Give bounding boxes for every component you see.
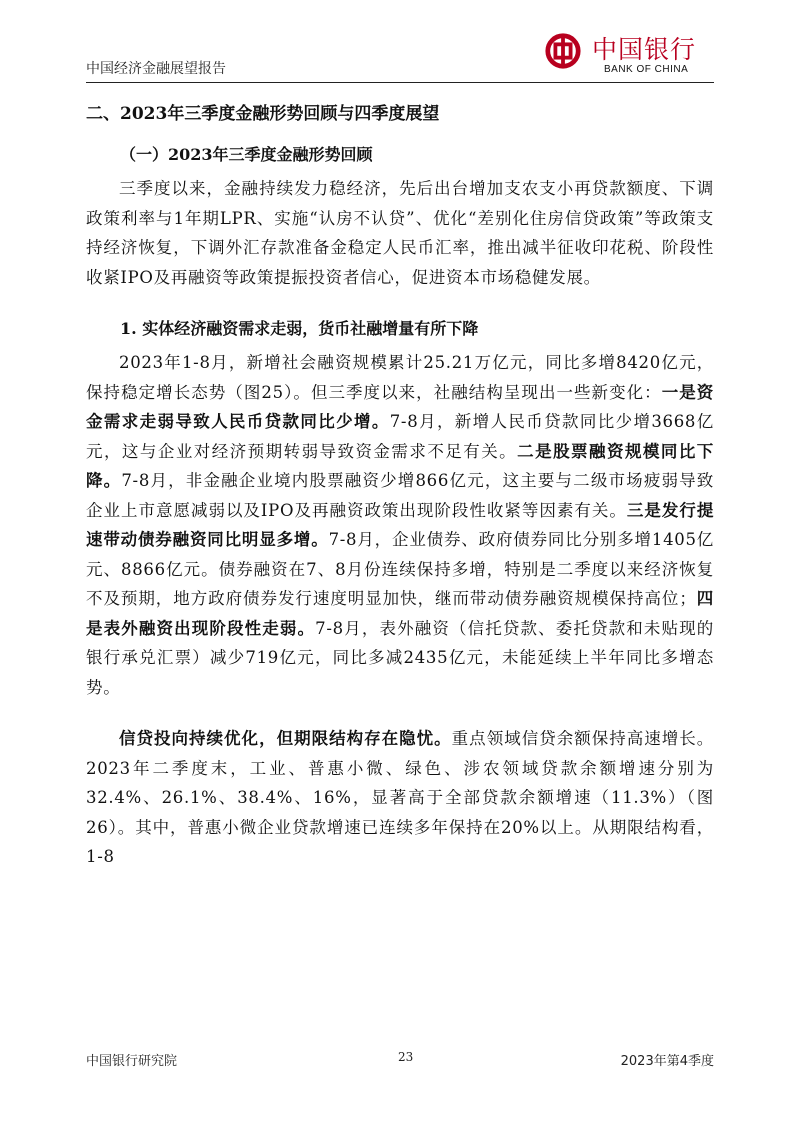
footer-institute: 中国银行研究院: [86, 1054, 178, 1069]
page-header: [86, 28, 714, 83]
point-1-bold-1: 一是资金需求走弱导致人民币贷款同比少增。: [86, 382, 714, 431]
point-1-text-4: 7-8月，表外融资（信托贷款、委托贷款和未贴现的银行承兑汇票）减少719亿元，同比多减2435亿元，未能延续上半年同比多增态势。: [86, 618, 714, 697]
point-1-text-1: 7-8月，新增人民币贷款同比少增3668亿元，这与企业对经济预期转弱导致资金需求不足有关。: [86, 412, 714, 461]
logo-chinese-text: 中国银行: [592, 35, 697, 64]
point-1-paragraph: [86, 348, 714, 702]
logo-english-text: BANK OF CHINA: [604, 64, 689, 75]
page-number: 23: [398, 1050, 414, 1064]
point-1-bold-2: 二是股票融资规模同比下降。: [86, 441, 714, 490]
bank-logo: [544, 30, 714, 78]
point-1-bold-4: 四是表外融资出现阶段性走弱。: [86, 589, 714, 638]
point-1-text-3: 7-8月，企业债券、政府债券同比分别多增1405亿元、8866亿元。债券融资在7、8月份连续保持多增，特别是二季度以来经济恢复不及预期，地方政府债券发行速度明显加快，继而带动债券融资规模保持高位；: [86, 530, 714, 608]
bank-of-china-logo-icon: [544, 32, 582, 70]
point-1-intro: 2023年1-8月，新增社会融资规模累计25.21万亿元，同比多增8420亿元，保持稳定增长态势（图25）。但三季度以来，社融结构呈现出一些新变化：: [86, 353, 714, 402]
document-body: [86, 98, 714, 872]
intro-paragraph: 三季度以来，金融持续发力稳经济，先后出台增加支农支小再贷款额度、下调政策利率与1年期LPR、实施“认房不认贷”、优化“差别化住房信贷政策”等政策支持经济恢复，下调外汇存款准备金稳定人民币汇率，推出减半征收印花税、阶段性收紧IPO及再融资等政策提振投资者信心，促进资本市场稳健发展。: [86, 179, 714, 287]
report-title: 中国经济金融展望报告: [86, 61, 226, 77]
subsection-title: （一）2023年三季度金融形势回顾: [120, 145, 373, 164]
section-title: 二、2023年三季度金融形势回顾与四季度展望: [86, 104, 440, 124]
credit-paragraph: [86, 724, 714, 872]
credit-bold-1: 信贷投向持续优化，但期限结构存在隐忧。: [119, 729, 452, 748]
credit-text-1: 重点领域信贷余额保持高速增长。2023年二季度末，工业、普惠小微、绿色、涉农领域贷款余额增速分别为32.4%、26.1%、38.4%、16%，显著高于全部贷款余额增速（11.3%）（图26）。其中，普惠小微企业贷款增速已连续多年保持在20%以上。从期限结构看，1-8: [86, 729, 714, 866]
footer-quarter: 2023年第4季度: [620, 1054, 714, 1069]
point-1-text-2: 7-8月，非金融企业境内股票融资少增866亿元，这主要与二级市场疲弱导致企业上市意愿减弱以及IPO及再融资政策出现阶段性收紧等因素有关。: [86, 471, 715, 520]
point-1-title: 1. 实体经济融资需求走弱，货币社融增量有所下降: [120, 319, 479, 338]
point-1-bold-3: 三是发行提速带动债券融资同比明显多增。: [86, 500, 715, 549]
